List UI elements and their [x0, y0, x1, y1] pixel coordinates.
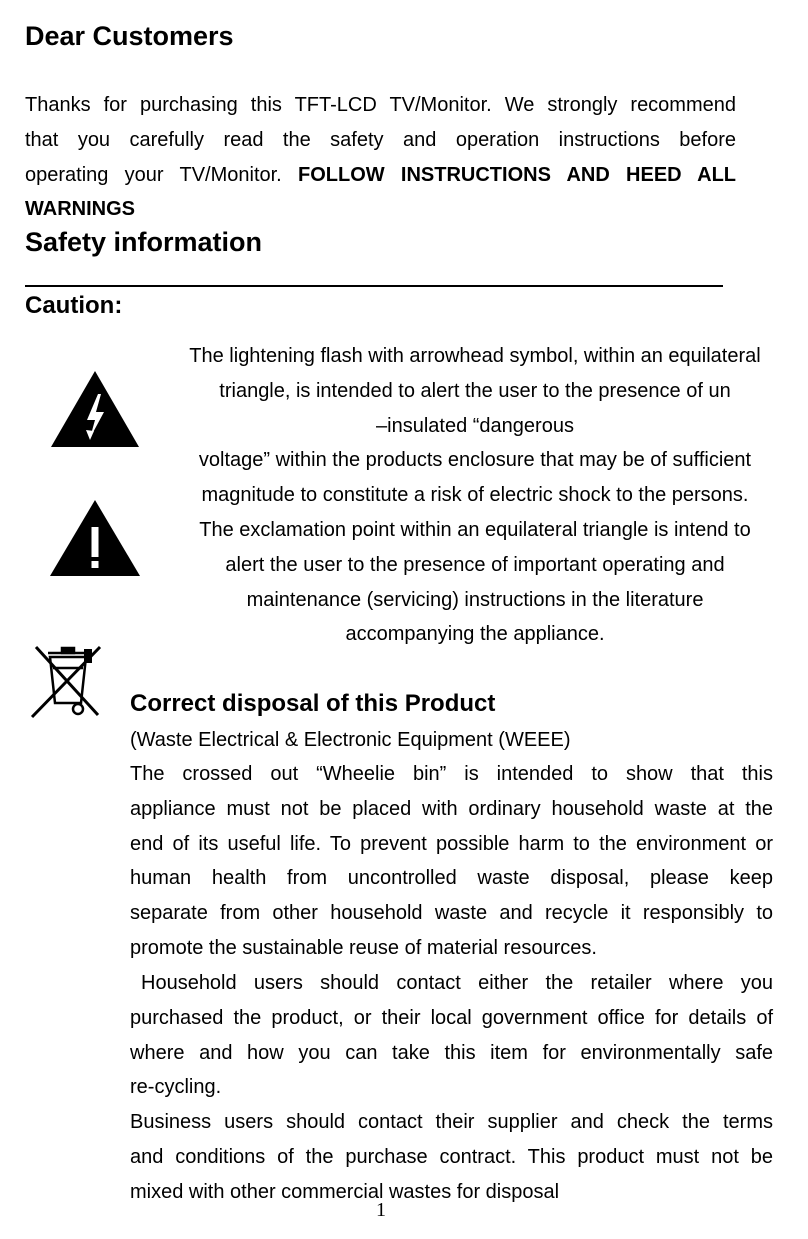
- lightning-line: The lightening flash with arrowhead symbol, within an equilateral: [189, 345, 761, 367]
- disposal-subtitle: (Waste Electrical & Electronic Equipment (WEEE): [130, 729, 571, 751]
- intro-line: that you carefully read the safety and operation instructions before: [25, 128, 736, 151]
- paragraph-line: human health from uncontrolled waste disposal, please keep: [130, 867, 773, 890]
- disposal-paragraph-1: [130, 757, 773, 966]
- paragraph-line: end of its useful life. To prevent possible harm to the environment or: [130, 832, 773, 855]
- exclamation-line: The exclamation point within an equilateral triangle is intend to: [199, 519, 751, 541]
- exclamation-line: alert the user to the presence of important operating and: [225, 553, 725, 576]
- intro-line-text: operating your TV/Monitor.: [25, 163, 282, 186]
- paragraph-line: and conditions of the purchase contract. This product must not be: [130, 1145, 773, 1168]
- lightning-line: magnitude to constitute a risk of electric shock to the persons.: [201, 484, 749, 507]
- section-divider: [25, 285, 723, 287]
- exclamation-line: maintenance (servicing) instructions in the literature: [246, 588, 704, 611]
- intro-line: Thanks for purchasing this TFT-LCD TV/Monitor. We strongly recommend: [25, 94, 736, 116]
- paragraph-line: Business users should contact their supplier and check the terms: [130, 1111, 773, 1133]
- disposal-title: Correct disposal of this Product: [130, 690, 496, 717]
- intro-line: [25, 192, 736, 227]
- crossed-out-wheelie-bin-icon: [28, 643, 104, 721]
- paragraph-line: appliance must not be placed with ordinary household waste at the: [130, 797, 773, 820]
- paragraph-line: where and how you can take this item for environmentally safe: [130, 1041, 773, 1064]
- disposal-paragraph-2: [130, 966, 773, 1105]
- paragraph-line: separate from other household waste and recycle it responsibly to: [130, 902, 773, 925]
- disposal-paragraph-3: [130, 1105, 773, 1209]
- caution-label: Caution:: [25, 292, 123, 319]
- paragraph-line: Household users should contact either the retailer where you: [141, 972, 773, 994]
- intro-paragraph: [25, 88, 736, 227]
- intro-line: [25, 158, 736, 193]
- paragraph-line: mixed with other commercial wastes for disposal: [130, 1180, 560, 1203]
- page-number: 1: [376, 1199, 386, 1221]
- exclamation-line: accompanying the appliance.: [345, 623, 605, 646]
- warning-text-continued: WARNINGS: [25, 198, 135, 221]
- paragraph-line: re-cycling.: [130, 1076, 222, 1099]
- lightning-description: [165, 339, 785, 513]
- section-title: Safety information: [25, 227, 263, 257]
- lightning-line: –insulated “dangerous: [376, 414, 574, 437]
- exclamation-description: [165, 513, 785, 652]
- lightning-warning-icon: [50, 370, 140, 448]
- lightning-line: triangle, is intended to alert the user to the presence of un: [219, 379, 731, 402]
- paragraph-line: The crossed out “Wheelie bin” is intended to show that this: [130, 763, 773, 785]
- warning-text: FOLLOW INSTRUCTIONS AND HEED ALL: [298, 163, 737, 186]
- page-title: Dear Customers: [25, 21, 234, 51]
- lightning-line: voltage” within the products enclosure that may be of sufficient: [198, 449, 752, 472]
- exclamation-warning-icon: [49, 499, 141, 577]
- paragraph-line: purchased the product, or their local government office for details of: [130, 1006, 773, 1029]
- paragraph-line: promote the sustainable reuse of material resources.: [130, 936, 597, 959]
